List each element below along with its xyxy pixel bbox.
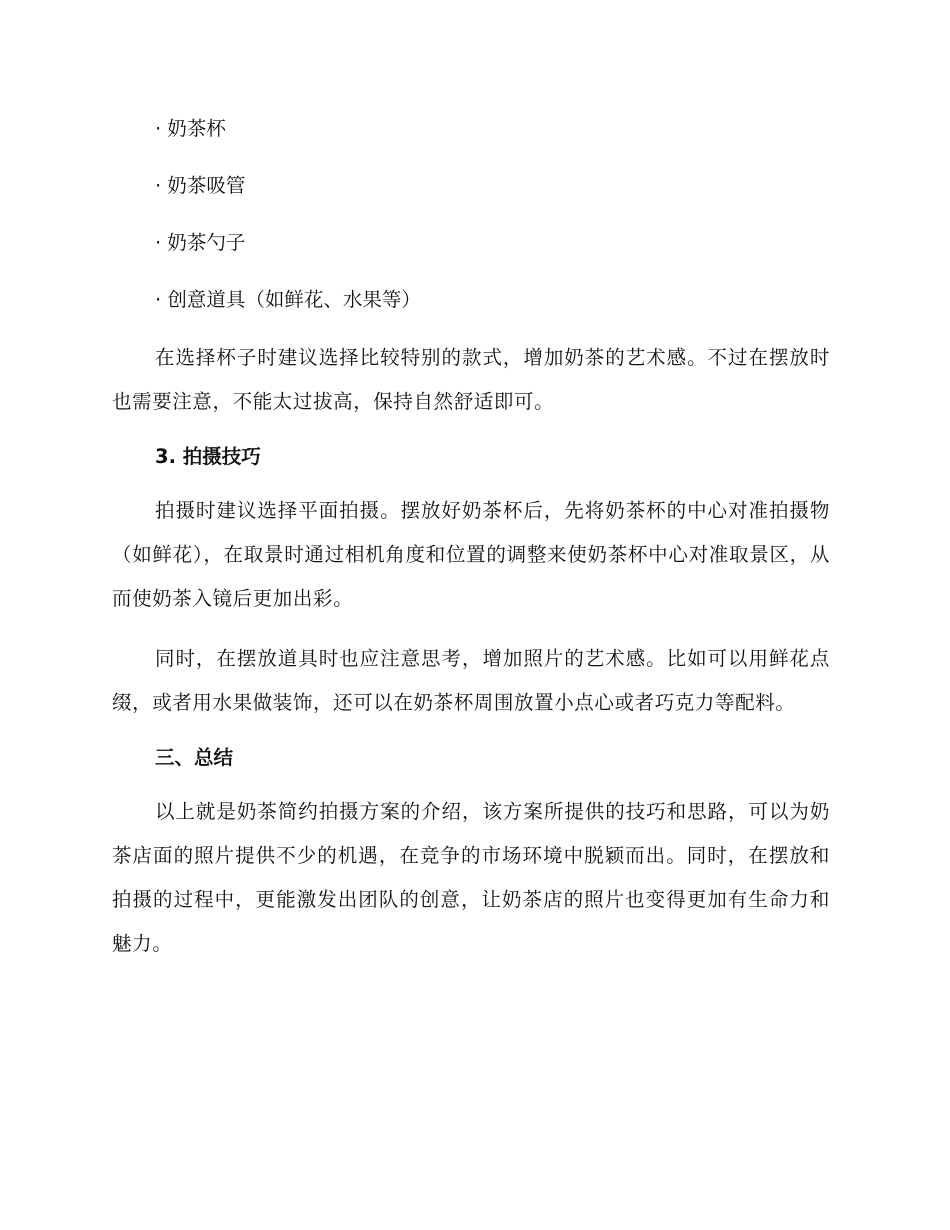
section-3-heading: 3. 拍摄技巧 bbox=[155, 445, 261, 468]
list-item-cup: · 奶茶杯 bbox=[155, 117, 226, 140]
cup-selection-paragraph: 在选择杯子时建议选择比较特别的款式，增加奶茶的艺术感。不过在摆放时也需要注意，不能太过拔高，保持自然舒适即可。 bbox=[112, 346, 830, 413]
list-item-spoon: · 奶茶勺子 bbox=[155, 231, 246, 254]
document-body bbox=[112, 112, 830, 982]
summary-paragraph: 以上就是奶茶简约拍摄方案的介绍，该方案所提供的技巧和思路，可以为奶茶店面的照片提供不少的机遇，在竞争的市场环境中脱颖而出。同时，在摆放和拍摄的过程中，更能激发出团队的创意，让奶茶店的照片也变得更加有生命力和魅力。 bbox=[112, 800, 830, 955]
list-item-straw: · 奶茶吸管 bbox=[155, 174, 246, 197]
props-arrangement-paragraph: 同时，在摆放道具时也应注意思考，增加照片的艺术感。比如可以用鲜花点缀，或者用水果做装饰，还可以在奶茶杯周围放置小点心或者巧克力等配料。 bbox=[112, 647, 830, 714]
list-item-creative-props: · 创意道具（如鲜花、水果等） bbox=[155, 288, 421, 311]
summary-heading: 三、总结 bbox=[155, 746, 234, 769]
shooting-technique-paragraph: 拍摄时建议选择平面拍摄。摆放好奶茶杯后，先将奶茶杯的中心对准拍摄物（如鲜花），在取景时通过相机角度和位置的调整来使奶茶杯中心对准取景区，从而使奶茶入镜后更加出彩。 bbox=[112, 499, 830, 610]
